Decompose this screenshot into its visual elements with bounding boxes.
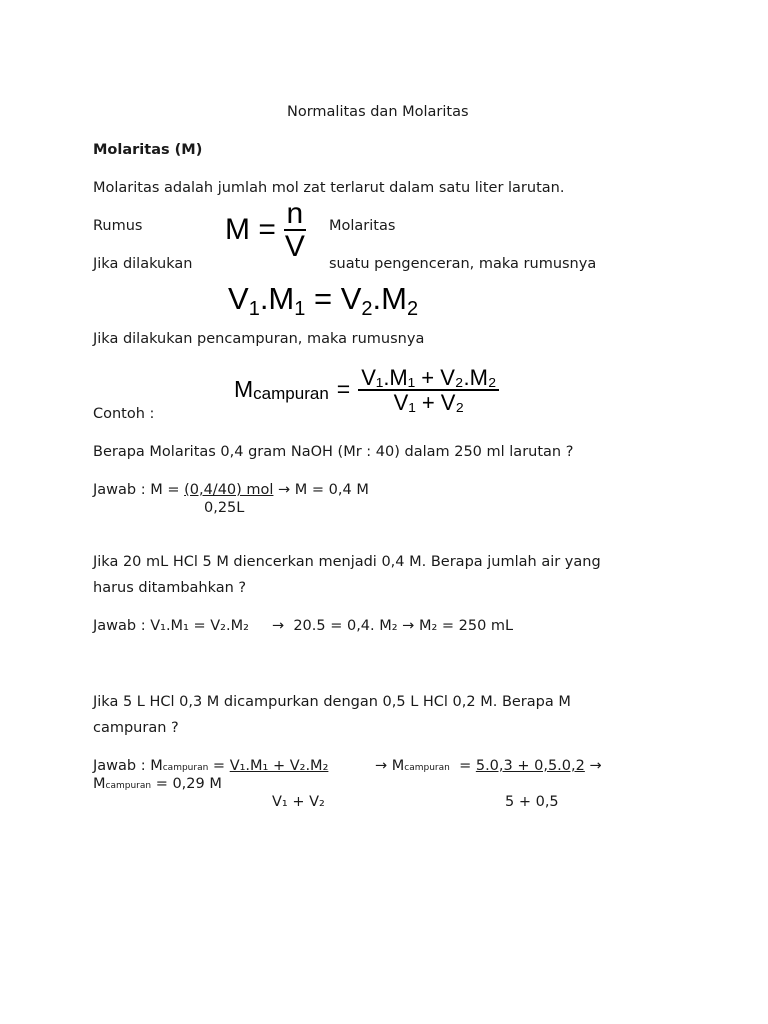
formula-subscript: 1 bbox=[248, 298, 260, 320]
q3-answer-line2 bbox=[93, 776, 222, 793]
q1-answer bbox=[93, 482, 369, 499]
dilution-text-right: suatu pengenceran, maka rumusnya bbox=[329, 256, 597, 272]
q3-answer-numerator2: 5.0,3 + 0,5.0,2 bbox=[475, 758, 585, 774]
q3-line2-rest: = 0,29 M bbox=[151, 776, 222, 792]
q1-answer-denominator: 0,25L bbox=[204, 500, 245, 516]
q3-question-line1: Jika 5 L HCl 0,3 M dicampurkan dengan 0,5 L HCl 0,2 M. Berapa M bbox=[93, 694, 571, 710]
q1-answer-result: → M = 0,4 M bbox=[273, 482, 369, 498]
q3-answer-prefix: Jawab : M bbox=[93, 758, 163, 774]
mixing-text: Jika dilakukan pencampuran, maka rumusnya bbox=[93, 331, 425, 347]
mixing-fraction bbox=[358, 366, 499, 414]
formula-fraction bbox=[282, 198, 308, 263]
q3-line2-m: M bbox=[93, 776, 106, 792]
dilution-text-left: Jika dilakukan bbox=[93, 256, 193, 272]
mixing-formula bbox=[234, 362, 499, 418]
formula-denominator: V bbox=[284, 230, 305, 263]
q3-answer-line1 bbox=[93, 758, 328, 775]
formula-part: .M bbox=[372, 281, 407, 316]
q3-answer-right bbox=[375, 758, 602, 775]
contoh-label: Contoh : bbox=[93, 406, 155, 422]
q3-question-line2: campuran ? bbox=[93, 720, 179, 736]
formula-part: .M bbox=[259, 281, 295, 316]
q3-answer-eq: = bbox=[208, 758, 230, 774]
rumus-caption: Molaritas bbox=[329, 218, 396, 234]
q1-answer-prefix: Jawab : M = bbox=[93, 482, 185, 498]
q3-answer-numerator: V₁.M₁ + V₂.M₂ bbox=[229, 758, 329, 774]
formula-lhs: M = bbox=[225, 213, 276, 246]
definition-text: Molaritas adalah jumlah mol zat terlarut dalam satu liter larutan. bbox=[93, 180, 565, 196]
q2-answer: Jawab : V₁.M₁ = V₂.M₂ → 20.5 = 0,4. M₂ → M₂ = 250 mL bbox=[93, 618, 514, 634]
q1-question: Berapa Molaritas 0,4 gram NaOH (Mr : 40) dalam 250 ml larutan ? bbox=[93, 444, 574, 460]
q3-answer-denominator: V₁ + V₂ bbox=[272, 794, 325, 810]
formula-part: V bbox=[228, 281, 249, 316]
formula-numerator: n bbox=[284, 198, 307, 232]
q1-answer-numerator: (0,4/40) mol bbox=[184, 482, 274, 498]
mixing-denominator: V₁ + V₂ bbox=[393, 390, 465, 415]
rumus-label: Rumus bbox=[93, 218, 143, 234]
formula-subscript: 2 bbox=[361, 298, 373, 320]
molarity-formula bbox=[225, 196, 308, 263]
document-title: Normalitas dan Molaritas bbox=[287, 104, 469, 120]
q3-answer-denominator2: 5 + 0,5 bbox=[505, 794, 559, 810]
q3-answer-eq2: = bbox=[449, 758, 476, 774]
q3-answer-arrow: → M bbox=[375, 758, 405, 774]
q3-answer-sub: campuran bbox=[162, 763, 209, 773]
mixing-eq: = bbox=[336, 376, 351, 403]
q2-question-line1: Jika 20 mL HCl 5 M diencerkan menjadi 0,4 M. Berapa jumlah air yang bbox=[93, 554, 601, 570]
formula-subscript: 2 bbox=[406, 298, 419, 320]
formula-part: = V bbox=[305, 281, 362, 316]
section-heading: Molaritas (M) bbox=[93, 142, 203, 158]
q3-line2-sub: campuran bbox=[105, 781, 152, 791]
q2-question-line2: harus ditambahkan ? bbox=[93, 580, 247, 596]
mixing-lhs-m: M bbox=[234, 376, 254, 403]
mixing-lhs-sub: campuran bbox=[253, 383, 329, 403]
q3-answer-arrow2: → bbox=[584, 758, 602, 774]
mixing-numerator: V₁.M₁ + V₂.M₂ bbox=[358, 366, 499, 391]
q3-answer-sub2: campuran bbox=[404, 763, 450, 773]
formula-subscript: 1 bbox=[294, 298, 306, 320]
dilution-formula bbox=[228, 280, 418, 321]
